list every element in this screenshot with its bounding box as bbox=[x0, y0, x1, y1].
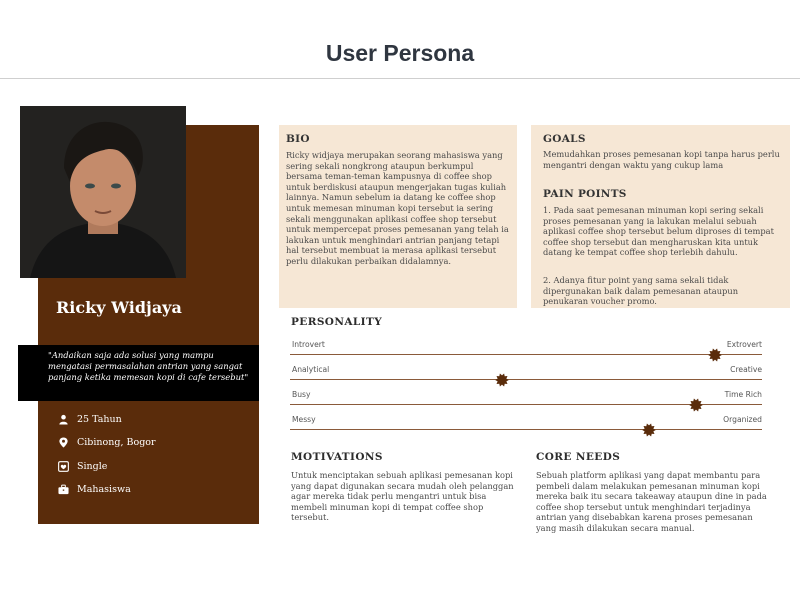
sun-marker-icon[interactable] bbox=[689, 398, 703, 412]
trait-right-label: Organized bbox=[723, 415, 762, 424]
marker-shape bbox=[642, 424, 656, 437]
marker-shape bbox=[496, 374, 510, 387]
map-pin-icon bbox=[58, 437, 69, 448]
trait-left-label: Introvert bbox=[292, 340, 325, 349]
personality-trait bbox=[290, 365, 762, 385]
occupation-text: Mahasiswa bbox=[77, 484, 131, 495]
persona-quote: "Andaikan saja ada solusi yang mampu mengatasi permasalahan antrian yang sangat panjang ketika memesan kopi di cafe tersebut" bbox=[18, 345, 259, 401]
sun-marker-icon[interactable] bbox=[495, 373, 509, 387]
age-text: 25 Tahun bbox=[77, 414, 122, 425]
trait-right-label: Time Rich bbox=[724, 390, 762, 399]
sun-marker-icon[interactable] bbox=[642, 423, 656, 437]
personality-trait bbox=[290, 390, 762, 410]
bio-box bbox=[279, 125, 517, 308]
persona-name: Ricky Widjaya bbox=[56, 298, 182, 317]
bio-heading: BIO bbox=[286, 133, 310, 145]
trait-scale-line bbox=[290, 379, 762, 380]
trait-scale-line bbox=[290, 429, 762, 430]
page-title: User Persona bbox=[325, 40, 475, 66]
motivations-text: Untuk menciptakan sebuah aplikasi pemesanan kopi yang dapat digunakan secara mudah oleh pelanggan agar mereka tidak perlu mengantri untuk bisa membeli minuman kopi di tempat coffee shop tersebut. bbox=[291, 470, 514, 523]
trait-left-label: Analytical bbox=[292, 365, 330, 374]
personality-trait bbox=[290, 415, 762, 435]
sun-marker-icon[interactable] bbox=[708, 348, 722, 362]
info-location bbox=[58, 437, 156, 448]
trait-right-label: Creative bbox=[730, 365, 762, 374]
portrait-image bbox=[20, 106, 186, 278]
heart-icon bbox=[58, 461, 69, 472]
pain-points-heading: PAIN POINTS bbox=[543, 188, 627, 200]
trait-right-label: Extrovert bbox=[726, 340, 762, 349]
marker-shape bbox=[708, 349, 722, 362]
goals-text: Memudahkan proses pemesanan kopi tanpa harus perlu mengantri dengan waktu yang cukup lama bbox=[543, 149, 780, 170]
core-needs-text: Sebuah platform aplikasi yang dapat membantu para pembeli dalam melakukan pemesanan minuman kopi mereka baik itu secara takeaway ataupun dine in pada coffee shop tersebut untuk menghindari terjadinya antrian yang disebabkan karena proses pemesanan yang masih dilakukan secara manual. bbox=[536, 470, 767, 533]
pain-point-item: 1. Pada saat pemesanan minuman kopi sering sekali proses pemesanan yang ia lakukan melalui sebuah aplikasi coffee shop tersebut belum diproses di tempat coffee shop tersebut dan mengharuskan kita untuk datang ke tempat coffee shop terlebih dahulu. bbox=[543, 205, 774, 258]
location-text: Cibinong, Bogor bbox=[77, 437, 156, 448]
core-needs-heading: CORE NEEDS bbox=[536, 451, 621, 463]
goals-heading: GOALS bbox=[543, 133, 586, 145]
trait-scale-line bbox=[290, 354, 762, 355]
status-text: Single bbox=[77, 461, 108, 472]
bio-text: Ricky widjaya merupakan seorang mahasiswa yang sering sekali nongkrong ataupun berkumpul bersama teman-teman kampusnya di coffee shop untuk berdiskusi ataupun mengerjakan tugas kuliah lainnya. Namun sebelum ia datang ke coffee shop untuk memesan minuman kopi tersebut ia sering sekali menggunakan aplikasi coffee shop tersebut untuk mempercepat proses pemesanan yang telah ia lakukan untuk menghindari antrian panjang tetapi hal tersebut membuat ia merasa aplikasi tersebut perlu dilakukan perbaikan didalamnya. bbox=[286, 150, 509, 266]
title-divider bbox=[0, 78, 800, 79]
briefcase-icon bbox=[58, 484, 69, 495]
avatar-photo bbox=[20, 106, 186, 278]
personality-heading: PERSONALITY bbox=[291, 316, 383, 328]
info-age bbox=[58, 414, 122, 425]
info-status bbox=[58, 461, 107, 472]
person-icon bbox=[58, 414, 69, 425]
marker-shape bbox=[689, 399, 703, 412]
trait-left-label: Messy bbox=[292, 415, 316, 424]
personality-trait bbox=[290, 340, 762, 360]
pain-point-item: 2. Adanya fitur point yang sama sekali tidak dipergunakan baik dalam pemesanan ataupun penukaran voucher promo. bbox=[543, 275, 739, 307]
goals-box bbox=[531, 125, 790, 308]
info-occupation bbox=[58, 484, 131, 495]
trait-left-label: Busy bbox=[292, 390, 311, 399]
motivations-heading: MOTIVATIONS bbox=[291, 451, 383, 463]
